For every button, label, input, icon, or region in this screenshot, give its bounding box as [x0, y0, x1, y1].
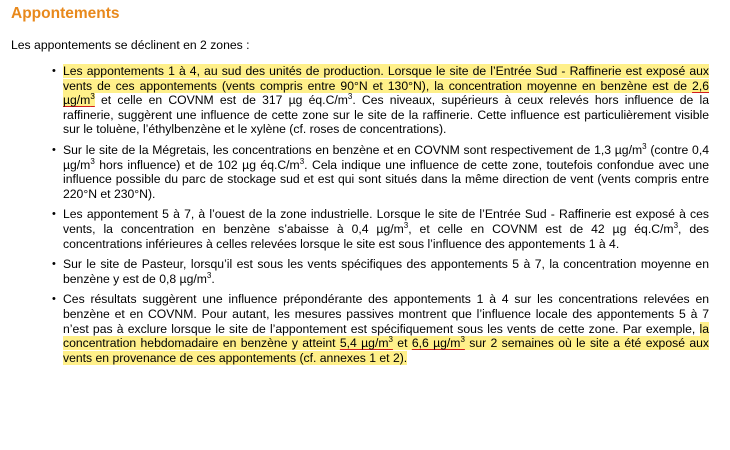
list-item: • Ces résultats suggèrent une influence prépondérante des appontements 1 à 4 sur les concentrations relevées en benzène et en COVNM. Pour autant, les mesures passives montrent que l’influence locale des appontements 5 à 7 n’est pas à exclure lorsque le site de l’appontement est spécifiquement sous les vents de cette zone. Par exemple, la concentration hebdomadaire en benzène y atteint 5,4 $\mu g/m^3$ et 6,6 $\mu g/m^3$ sur 2 semaines où le site a été exposé aux vents en provenance de ces appontements (cf. annexes 1 et 2).	[63, 292, 709, 365]
highlighted-text: la concentration hebdomadaire en benzène y atteint 5,4 $\mu g/m^3$ et 6,6 $\mu g/m^3$ sur 2 semaines où le site a été exposé aux vents en provenance de ces appontements (cf. annexes 1 et 2).	[63, 321, 709, 365]
underlined-value: 2,6 $\mu g/m^3$	[63, 78, 709, 108]
list-item: • Les appontement 5 à 7, à l’ouest de la zone industrielle. Lorsque le site de l’Entrée Sud - Raffinerie est exposé à ces vents, la concentration en benzène s’abaisse à 0,4 $\mu g/m^3$, et celle en COVNM est de 42 µg $éq.C/m^3$, des concentrations inférieures à celles relevées lorsque le site est sous l’influence des appontements 1 à 4.	[63, 207, 709, 251]
underlined-value: 6,6 $\mu g/m^3$	[411, 335, 465, 351]
intro-text: Les appontements se déclinent en 2 zones :	[11, 38, 250, 52]
bullet-list	[63, 64, 709, 371]
section-title: Appontements	[11, 5, 120, 22]
list-item: • Les appontements 1 à 4, au sud des unités de production. Lorsque le site de l’Entrée Sud - Raffinerie est exposé aux vents de ces appontements (vents compris entre 90°N et 130°N), la concentration moyenne en benzène est de 2,6 $\mu g/m^3$ et celle en COVNM est de 317 µg $éq.C/m^3$. Ces niveaux, supérieurs à ceux relevés hors influence de la raffinerie, suggèrent une influence de cette zone sur le site de la raffinerie. Cette influence est particulièrement visible sur le toluène, l’éthylbenzène et le xylène (cf. roses de concentrations).	[63, 64, 709, 137]
list-item: • Sur le site de la Mégretais, les concentrations en benzène et en COVNM sont respectivement de 1,3 $\mu g/m^3$ (contre 0,4 $\mu g/m^3$ hors influence) et de 102 µg $éq.C/m^3$. Cela indique une influence de cette zone, toutefois confondue avec une influence possible du parc de stockage sud et est qui sont situés dans la même direction de vent (vents compris entre 220°N et 230°N).	[63, 143, 709, 201]
highlighted-text: Les appontements 1 à 4, au sud des unités de production. Lorsque le site de l’Entrée Sud - Raffinerie est exposé aux vents de ces appontements (vents compris entre 90°N et 130°N), la concentration moyenne en benzène est de 2,6 $\mu g/m^3$	[63, 64, 709, 108]
underlined-value: 5,4 $\mu g/m^3$	[339, 335, 393, 351]
list-item: • Sur le site de Pasteur, lorsqu’il est sous les vents spécifiques des appontements 5 à 7, la concentration moyenne en benzène y est de 0,8 $\mu g/m^3$.	[63, 257, 709, 286]
